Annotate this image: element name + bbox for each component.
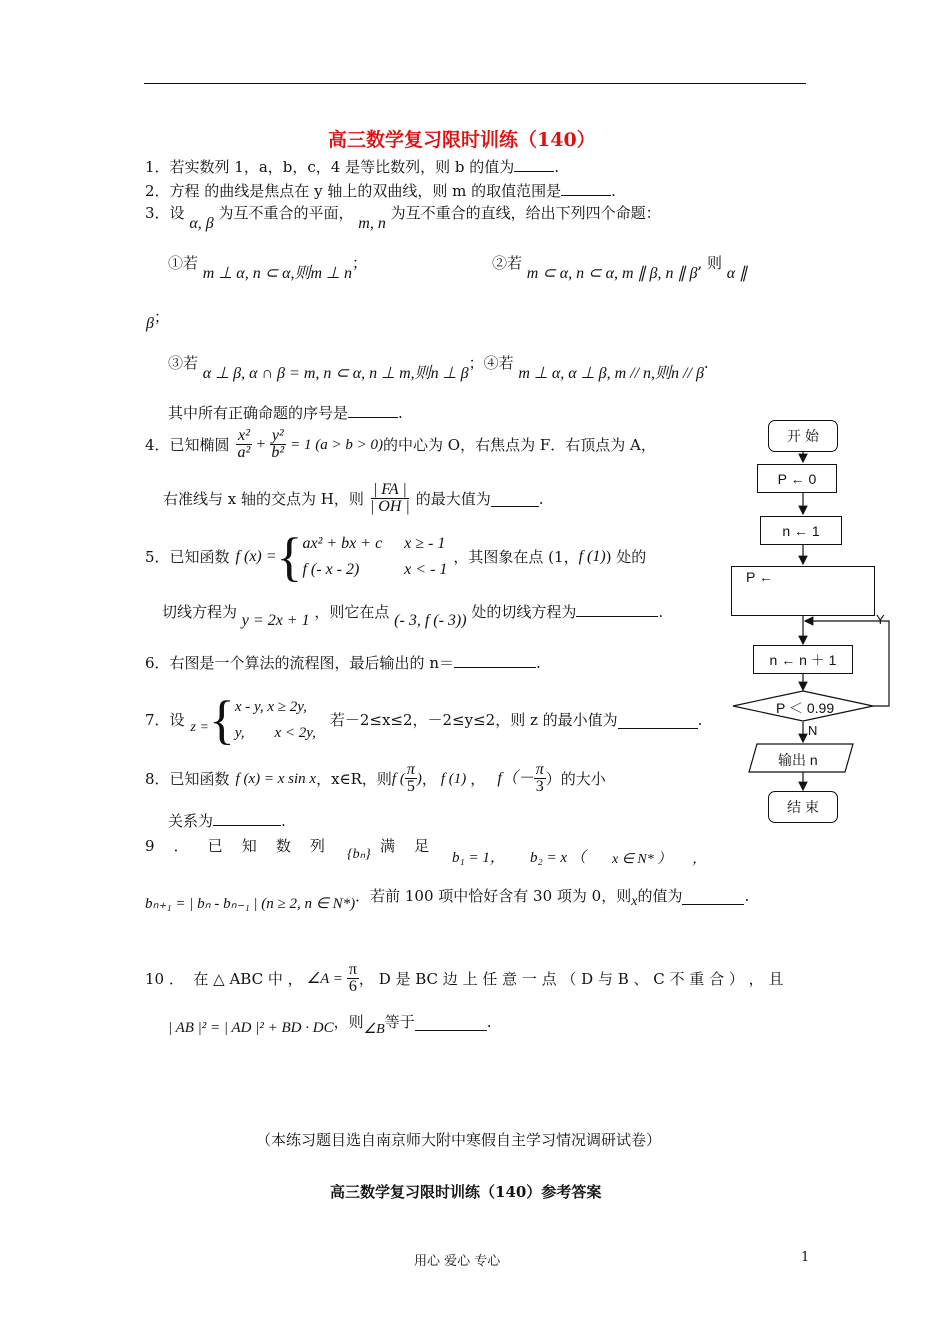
q4-ratio (368, 482, 412, 515)
q3-prop-3-4 (168, 353, 709, 382)
q9-line2-tail: ．若前 100 项中恰好含有 30 项为 0，则 (355, 887, 632, 905)
q9-b2: b₂ = x (530, 850, 567, 866)
q10-blank (415, 1014, 487, 1031)
flowchart-end-label: 结 束 (787, 799, 819, 815)
page-number: 1 (801, 1250, 810, 1265)
q3-p4-expr: m ⊥ α, α ⊥ β, m // n,则n // β (518, 365, 704, 382)
q8-a1-frac (405, 762, 417, 795)
q3-p2-expr: m ⊂ α, n ⊂ α, m ∥ β, n ∥ β (526, 265, 698, 282)
q9-end: . (744, 887, 750, 905)
q7-tail: 若－2≤x≤2，－2≤y≤2，则 z 的最小值为 (329, 711, 618, 729)
q5-brace: { (276, 527, 303, 587)
q3-prop-2-wrap (146, 308, 169, 334)
q3-lead: 3．设 (145, 204, 185, 222)
q8-a1-close: ) (416, 770, 422, 787)
flowchart-output-label: 输出 n (778, 752, 818, 768)
q10-den: 6 (348, 978, 357, 995)
q10-num: π (348, 961, 357, 978)
q7-cases (235, 697, 316, 743)
q3-p1-label: ①若 (168, 254, 199, 272)
q8-domain: ，x∈R，则 (316, 769, 392, 788)
q10-angle-b: ∠B (363, 1022, 385, 1037)
flowchart-assign-p-label: P ← (746, 569, 773, 585)
q3-ask-end: . (398, 404, 403, 422)
question-7 (145, 690, 703, 750)
q3-p2-label: ②若 (492, 254, 523, 272)
question-5-line-2 (162, 600, 664, 629)
q3-p2-result: α ∥ (726, 265, 748, 282)
q3-alpha-beta: α, β (189, 215, 214, 232)
q4-line2-tail: 的最大值为 (415, 489, 491, 508)
q2-blank (561, 179, 611, 196)
q5-point: (- 3, f (- 3)) (394, 612, 467, 629)
q8-a3: f（－ (497, 769, 534, 787)
question-4-line-2 (163, 482, 544, 515)
q2-text: 2．方程 的曲线是焦点在 y 轴上的双曲线，则 m 的取值范围是 (145, 182, 562, 200)
question-10-line-2 (168, 1012, 492, 1037)
flowchart-init-p (757, 464, 837, 493)
flowchart-init-p-label: P ← 0 (777, 470, 817, 487)
q9-lead: 9 ． 已 知 数 列 (145, 837, 325, 855)
q3-ask-text: 其中所有正确命题的序号是 (168, 404, 349, 422)
q3-p2-result-2: β (146, 315, 154, 332)
q9-xin-wrap: x ∈ N* ） ， (612, 852, 707, 867)
q4-fy-den: b² (271, 444, 285, 461)
q4-fy-num: y² (271, 427, 284, 444)
q5-end: . (658, 603, 664, 621)
answers-title: 高三数学复习限时训练（140）参考答案 (330, 1183, 602, 1201)
q8-fx: f (x) = x sin x (235, 770, 317, 787)
q4-frac-x (236, 428, 253, 461)
flowchart-condition-label: P ＜ 0.99 (776, 700, 835, 716)
q5-f1: f (1) (578, 548, 606, 565)
q4-plus: + (256, 435, 266, 453)
q5-line2-tail: 处的切线方程为 (471, 603, 577, 621)
q4-line2: 右准线与 x 轴的交点为 H，则 (163, 489, 364, 508)
q8-sep-2: ， (470, 769, 486, 788)
q9-line2-tail2: 的值为 (637, 887, 683, 905)
q3-p4-label: ④若 (483, 354, 514, 372)
question-3 (145, 203, 661, 232)
source-note: （本练习题目选自南京师大附中寒假自主学习情况调研试卷） (256, 1131, 662, 1149)
q5-lead: 5．已知函数 (145, 548, 230, 566)
q9-xin: x ∈ N* (612, 852, 654, 867)
q4-ratio-num: | FA | (372, 481, 407, 498)
q7-end: . (697, 711, 703, 729)
q8-a3-num: π (535, 761, 544, 778)
q8-sep-1: ， (421, 769, 437, 788)
q10-frac (347, 962, 359, 995)
q7-case1: x - y, x ≥ 2y, (234, 699, 307, 715)
q3-p1-expr: m ⊥ α, n ⊂ α,则m ⊥ n (202, 265, 352, 282)
question-9 (145, 836, 325, 856)
q5-cases (302, 534, 447, 580)
q8-a3-den: 3 (535, 778, 544, 795)
q5-line2-mid: ，则它在点 (314, 603, 390, 621)
q9-b1-wrap: b₁ = 1， (452, 850, 505, 866)
flowchart-start (768, 420, 838, 452)
q3-ask (168, 401, 403, 423)
q8-end: . (281, 812, 286, 830)
q5-case1-expr: ax² + bx + c (302, 535, 383, 552)
q8-a1: f ( (391, 770, 405, 787)
q7-brace: { (208, 690, 235, 750)
q5-blank (576, 600, 658, 617)
flowchart-init-n-label: n ← 1 (782, 522, 820, 539)
flowchart-start-label: 开 始 (787, 428, 819, 444)
q4-blank (491, 490, 539, 507)
question-8-line-2 (168, 809, 286, 831)
q5-line2: 切线方程为 (162, 603, 238, 621)
question-9-line-2 (145, 886, 750, 912)
q10-equation: | AB |² = | AD |² + BD · DC (168, 1020, 334, 1036)
flowchart-no-label: N (808, 723, 818, 738)
q8-a3-frac (534, 762, 546, 795)
q3-p3-expr: α ⊥ β, α ∩ β = m, n ⊂ α, n ⊥ m,则n ⊥ β (202, 365, 469, 382)
question-2 (145, 179, 616, 201)
q3-tail: 为互不重合的直线，给出下列四个命题： (390, 204, 661, 222)
q7-blank (618, 712, 698, 729)
q4-fx-den: a² (237, 444, 251, 461)
flowchart-init-n (760, 516, 842, 545)
q8-blank (213, 809, 281, 826)
q7-lead: 7．设 (145, 711, 185, 729)
q3-mid: 为互不重合的平面， (218, 204, 354, 222)
q8-a1-den: 5 (406, 778, 415, 795)
q7-case2: y, x < 2y, (234, 725, 316, 741)
question-4 (145, 428, 656, 461)
q4-ratio-den: | OH | (369, 498, 410, 515)
q1-text: 1．若实数列 1，a，b，c，4 是等比数列，则 b 的值为 (145, 158, 515, 176)
q10-lead: 10 ． 在 △ ABC 中 ， (145, 969, 303, 988)
flowchart-inc-n (753, 645, 853, 674)
q10-tail: ， D 是 BC 边 上 任 意 一 点 （ D 与 B 、 C 不 重 合 ） ， 且 (358, 969, 784, 988)
flowchart-yes-label: Y (876, 612, 885, 627)
q6-blank (454, 651, 536, 668)
q4-lead: 4．已知椭圆 (145, 435, 230, 454)
q4-fx-num: x² (237, 427, 250, 444)
q3-p2-then: , 则 (697, 254, 722, 272)
q5-case1-cond: x ≥ - 1 (404, 535, 446, 552)
question-8 (145, 762, 606, 795)
q3-p1-end: ； (352, 254, 368, 272)
q5-case2-cond: x < - 1 (404, 561, 448, 578)
q5-fx: f (x) = (235, 548, 277, 565)
q6-end: . (535, 654, 541, 672)
flowchart-end (768, 791, 838, 823)
q1-end: . (554, 158, 560, 176)
footer-center: 用心 爱心 专心 (414, 1254, 501, 1269)
question-1 (145, 155, 559, 177)
q8-a1-num: π (406, 761, 415, 778)
q9-seq: {bₙ} (347, 847, 371, 862)
q8-a2: f (1) (440, 770, 467, 787)
q3-p4-end: . (703, 354, 709, 372)
q10-angle-a: ∠A = (306, 970, 343, 987)
q10-ask: 等于 (384, 1013, 415, 1031)
flowchart-assign-p (731, 566, 875, 616)
q7-z: z = (190, 720, 209, 735)
q10-then: ，则 (333, 1013, 364, 1031)
q3-p2-end: ； (153, 308, 169, 326)
q3-p3-sep: ； (468, 354, 484, 372)
q9-blank (682, 888, 744, 905)
q5-tail2: ) 处的 (605, 548, 647, 566)
q4-tail: 的中心为 O，右焦点为 F．右顶点为 A， (383, 435, 656, 454)
q9-recurrence: bₙ₊₁ = | bₙ - bₙ₋₁ | (n ≥ 2, n ∈ N*) (145, 896, 356, 912)
q4-end: . (538, 489, 544, 508)
q4-frac-y (269, 428, 286, 461)
flowchart-inc-n-label: n ← n ＋ 1 (769, 651, 837, 668)
q3-prop-2 (492, 253, 748, 282)
q2-end: . (611, 182, 616, 200)
q8-line2: 关系为 (168, 812, 214, 830)
question-5 (145, 527, 647, 587)
page-title: 高三数学复习限时训练（140） (328, 129, 596, 151)
q9-x: x (631, 894, 638, 909)
q3-blank (348, 401, 398, 418)
q9-b1: b₁ = 1 (452, 850, 490, 866)
q5-tail: ，其图象在点 (1， (453, 548, 579, 566)
q3-prop-1 (168, 253, 368, 282)
q6-text: 6．右图是一个算法的流程图，最后输出的 n＝ (145, 654, 454, 672)
q5-tangent: y = 2x + 1 (241, 612, 310, 629)
q10-end: . (486, 1013, 492, 1031)
header-rule (144, 83, 806, 84)
q8-a3-tail: ）的大小 (545, 769, 606, 788)
q3-p3-label: ③若 (168, 354, 199, 372)
q3-mn: m, n (358, 215, 386, 232)
q1-blank (514, 155, 554, 172)
q5-case2-expr: f (- x - 2) (302, 561, 360, 578)
q9-b2-wrap: b₂ = x （ (530, 850, 586, 866)
q8-lead: 8．已知函数 (145, 769, 230, 788)
q9-man: 满 足 (380, 837, 430, 855)
q4-cond: = 1 (a > b > 0) (290, 436, 384, 453)
question-6 (145, 651, 541, 673)
question-10 (145, 962, 783, 995)
